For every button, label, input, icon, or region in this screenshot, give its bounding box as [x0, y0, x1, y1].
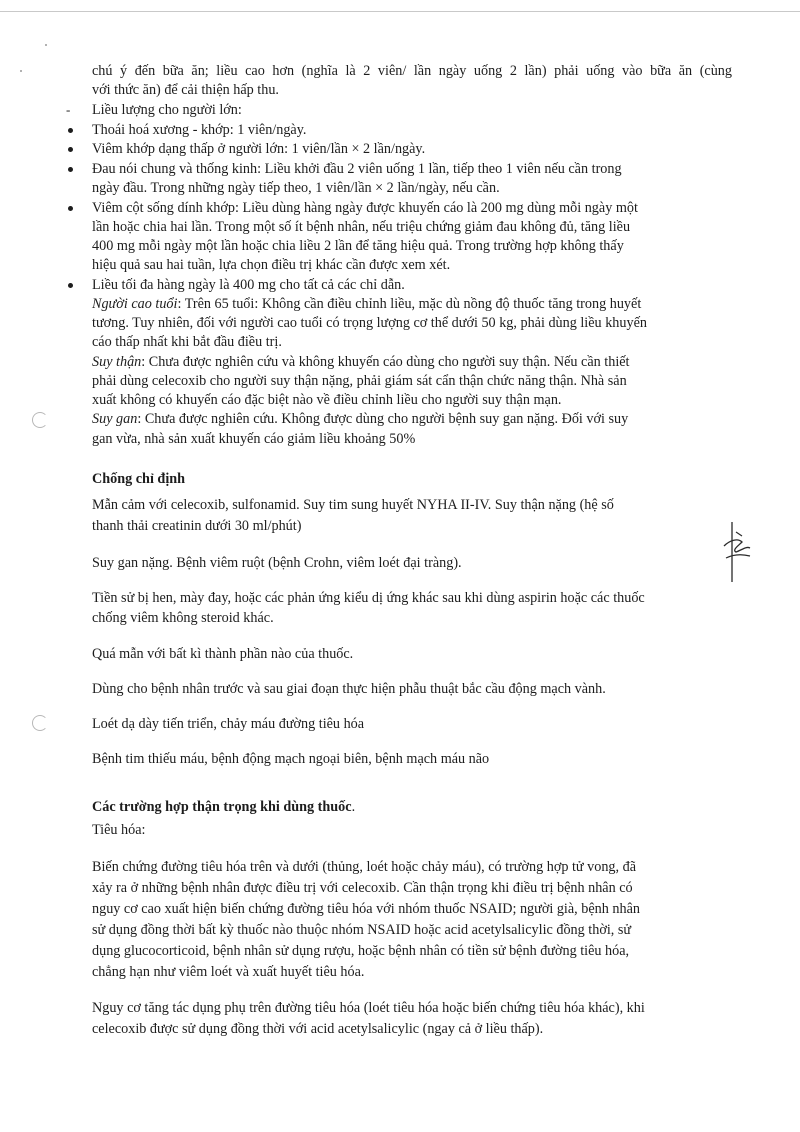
contraindication-text: Suy gan nặng. Bệnh viêm ruột (bệnh Crohn, viêm loét đại tràng). — [92, 555, 462, 571]
renal-label: Suy thận — [92, 354, 142, 370]
contraindication-text: Dùng cho bệnh nhân trước và sau giai đoạn thực hiện phẫu thuật bắc cầu động mạch vành. — [92, 681, 606, 697]
list-item-continuation: 400 mg mỗi ngày một lần hoặc chia liều 2 lần để tăng hiệu quả. Trong trường hợp không thấy — [92, 238, 624, 254]
scan-speck — [20, 70, 22, 72]
list-item-continuation: ngày đầu. Trong những ngày tiếp theo, 1 viên/lần × 2 lần/ngày, nếu cần. — [92, 180, 500, 196]
renal-dosage-line: phải dùng celecoxib cho người suy thận nặng, phải giám sát cẩn thận chức năng thận. Nhà sản — [92, 373, 627, 389]
list-item-text: Liều tối đa hàng ngày là 400 mg cho tất cả các chỉ dẫn. — [92, 277, 405, 293]
precaution-text: nguy cơ cao xuất hiện biến chứng đường tiêu hóa với nhóm thuốc NSAID; người già, bệnh nhân — [92, 901, 640, 917]
list-item-text: Viêm cột sống dính khớp: Liều dùng hàng ngày được khuyến cáo là 200 mg dùng mỗi ngày một — [92, 200, 638, 216]
list-item — [92, 160, 622, 178]
precaution-text: Nguy cơ tăng tác dụng phụ trên đường tiêu hóa (loét tiêu hóa hoặc biến chứng tiêu hóa khác), khi — [92, 1000, 645, 1016]
hepatic-dosage-line: gan vừa, nhà sản xuất khuyến cáo giảm liều khoảng 50% — [92, 431, 416, 447]
contraindication-text: Bệnh tim thiếu máu, bệnh động mạch ngoại biên, bệnh mạch máu não — [92, 751, 490, 767]
precautions-heading — [92, 798, 355, 816]
contraindication-text: thanh thải creatinin dưới 30 ml/phút) — [92, 518, 302, 534]
precaution-text: chẳng hạn như viêm loét và xuất huyết tiêu hóa. — [92, 964, 365, 980]
elderly-label: Người cao tuổi — [92, 296, 178, 312]
bullet-marker — [68, 167, 73, 172]
precautions-subheading: Tiêu hóa: — [92, 822, 146, 838]
precaution-text: xảy ra ở những bệnh nhân được điều trị với celecoxib. Cần thận trọng khi điều trị bệnh nhân có — [92, 880, 633, 896]
dash-marker: - — [66, 102, 71, 117]
elderly-dosage-line: tương. Tuy nhiên, đối với người cao tuổi có trọng lượng cơ thể dưới 50 kg, phải dùng liều khuyến — [92, 315, 647, 331]
bullet-marker — [68, 147, 73, 152]
adult-dosage-heading — [66, 101, 242, 119]
contraindication-text: Tiền sử bị hen, mày đay, hoặc các phản ứng kiểu dị ứng khác sau khi dùng aspirin hoặc các thuốc — [92, 590, 645, 606]
bullet-marker — [68, 128, 73, 133]
dosage-text-line: với thức ăn) để cải thiện hấp thu. — [92, 82, 279, 98]
bullet-marker — [68, 283, 73, 288]
list-item-text: Thoái hoá xương - khớp: 1 viên/ngày. — [92, 122, 307, 138]
handwritten-initial-mark — [716, 520, 756, 584]
list-item — [92, 140, 425, 158]
renal-text: : Chưa được nghiên cứu và không khuyến cáo dùng cho người suy thận. Nếu cần thiết — [141, 354, 630, 370]
heading-period: . — [351, 799, 356, 815]
scan-speck — [45, 44, 47, 46]
elderly-text: : Trên 65 tuổi: Không cần điều chỉnh liều, mặc dù nồng độ thuốc tăng trong huyết — [177, 296, 642, 312]
precaution-text: Biến chứng đường tiêu hóa trên và dưới (thủng, loét hoặc chảy máu), có trường hợp tử vong, đã — [92, 859, 637, 875]
adult-dosage-heading-text: Liều lượng cho người lớn: — [92, 102, 242, 118]
dosage-text-line: chú ý đến bữa ăn; liều cao hơn (nghĩa là 2 viên/ lần ngày uống 2 lần) phải uống vào bữa ăn (cùng — [92, 63, 732, 79]
list-item — [92, 121, 306, 139]
contraindications-heading: Chống chỉ định — [92, 471, 186, 487]
list-item-text: Viêm khớp dạng thấp ở người lớn: 1 viên/lần × 2 lần/ngày. — [92, 141, 426, 157]
contraindication-text: Loét dạ dày tiến triển, chảy máu đường tiêu hóa — [92, 716, 365, 732]
precaution-text: celecoxib được sử dụng đồng thời với acid acetylsalicylic (ngay cả ở liều thấp). — [92, 1021, 544, 1037]
contraindication-text: Quá mẫn với bất kì thành phần nào của thuốc. — [92, 646, 354, 662]
punch-hole-mark — [32, 715, 48, 731]
contraindication-text: chống viêm không steroid khác. — [92, 610, 274, 626]
contraindication-text: Mẫn cảm với celecoxib, sulfonamid. Suy tim sung huyết NYHA II-IV. Suy thận nặng (hệ số — [92, 497, 614, 513]
list-item-continuation: hiệu quả sau hai tuần, lựa chọn điều trị khác cần được xem xét. — [92, 257, 451, 273]
renal-dosage-line: xuất không có khuyến cáo đặc biệt nào về điều chỉnh liều cho người suy thận mạn. — [92, 392, 562, 408]
scan-top-edge — [0, 11, 800, 12]
bullet-marker — [68, 206, 73, 211]
elderly-dosage-line: cáo thấp nhất khi bắt đầu điều trị. — [92, 334, 282, 350]
precaution-text: sử dụng đồng thời bất kỳ thuốc nào thuộc nhóm NSAID hoặc acid acetylsalicylic đồng thời, sử — [92, 922, 632, 938]
hepatic-dosage-line — [92, 410, 628, 428]
precautions-heading-text: Các trường hợp thận trọng khi dùng thuốc — [92, 799, 352, 815]
hepatic-label: Suy gan — [92, 411, 138, 427]
elderly-dosage-line — [92, 295, 641, 313]
precaution-text: dụng glucocorticoid, bệnh nhân sử dụng rượu, hoặc bệnh nhân có tiền sử bệnh đường tiêu hóa, — [92, 943, 630, 959]
renal-dosage-line — [92, 353, 630, 371]
list-item-text: Đau nói chung và thống kinh: Liều khởi đầu 2 viên uống 1 lần, tiếp theo 1 viên nếu cần trong — [92, 161, 622, 177]
hepatic-text: : Chưa được nghiên cứu. Không được dùng cho người bệnh suy gan nặng. Đối với suy — [137, 411, 629, 427]
list-item — [92, 199, 638, 217]
list-item — [92, 276, 405, 294]
punch-hole-mark — [32, 412, 48, 428]
list-item-continuation: lần hoặc chia hai lần. Trong một số ít bệnh nhân, nếu triệu chứng giảm đau không đủ, tăng liều — [92, 219, 631, 235]
